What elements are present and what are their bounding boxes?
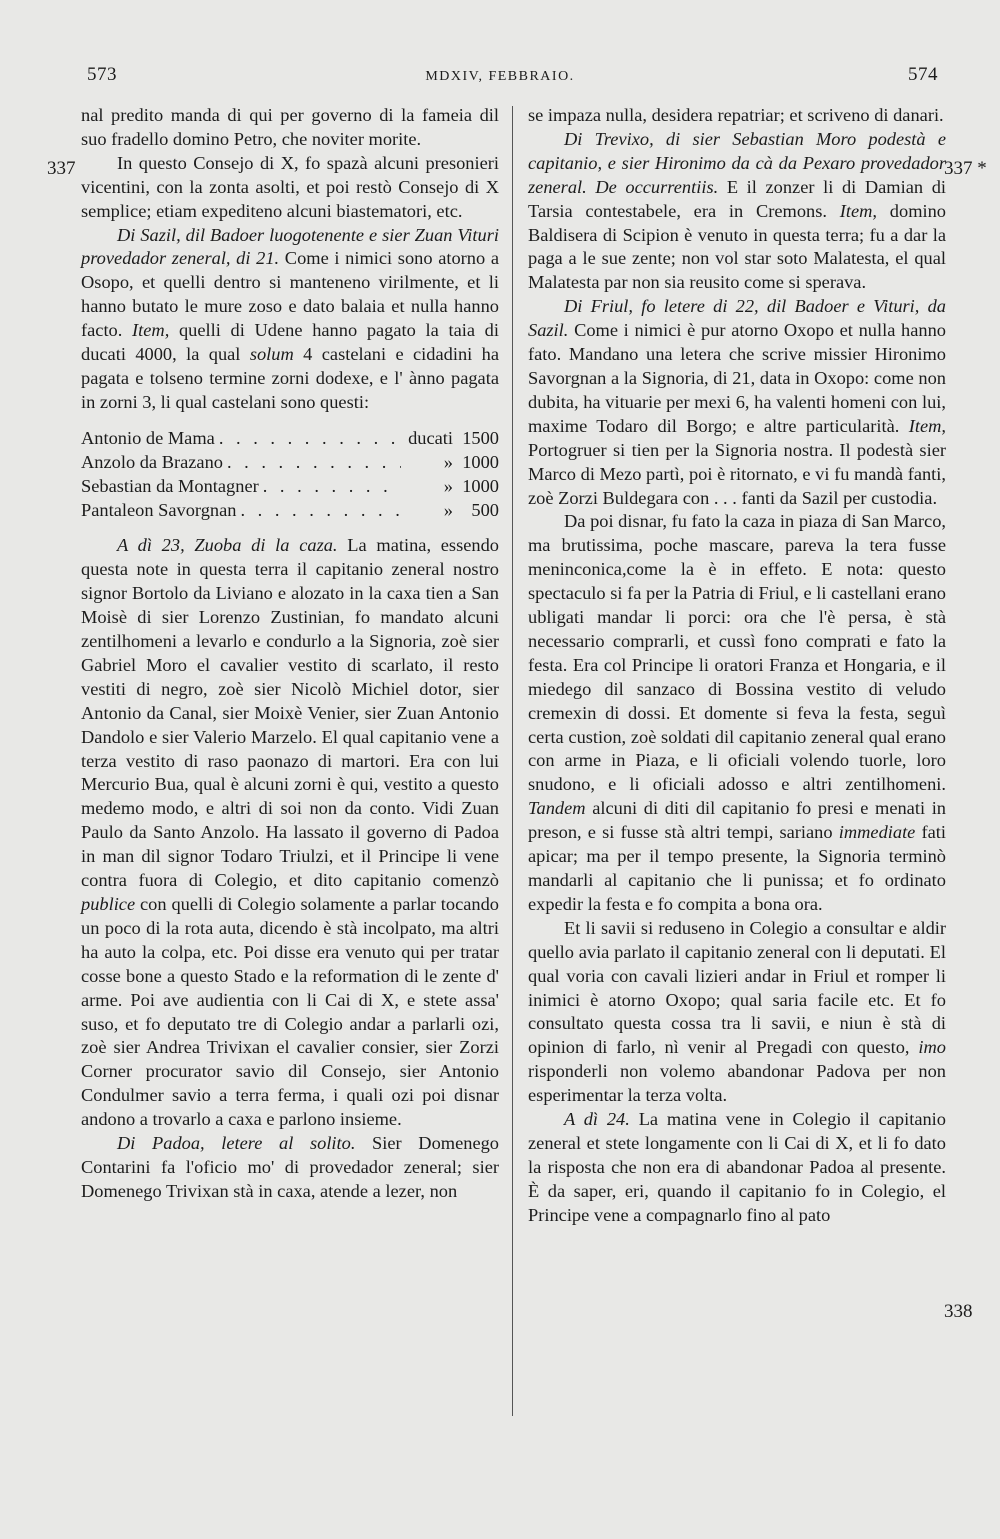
left-paragraph-1: nal predito manda di qui per governo di la fameia dil suo fradello domino Petro, che noviter morite. xyxy=(81,105,499,149)
left-p3-heading: Di Sazil, dil Badoer luogotenente e sier Zuan Vituri provedador zeneral, di 21. xyxy=(81,224,499,269)
left-column xyxy=(81,104,499,1204)
castelani-list xyxy=(81,427,499,523)
list-item: Antonio de Mama . . . ducati 1500 xyxy=(81,427,499,451)
left-p4-heading: A dì 23, Zuoba di la caza. xyxy=(117,535,338,556)
page-number-left: 573 xyxy=(87,64,117,85)
margin-note-338: 338 xyxy=(944,1301,973,1322)
right-paragraph-3: Di Friul, fo letere di 22, dil Badoer e Vituri, da Sazil. Come i nimici è pur atorno Oxopo et nulla hanno fato. Mandano una letera che scrive missier Hironimo Savorgnan a la Signoria, di 21, data in Oxopo: come non dubita, ha vituarie per mexi 6, ha valenti homeni con lui, maxime Todaro dil Borgo; e altre particularità. Item, Portogruer si tien per la Signoria nostra. Il podestà sier Marco di Mezo partì, poi è ritornato, e vi fu mandà fanti, zoè Zorzi Buldegara con . . . fanti da Sazil per custodia. xyxy=(528,296,946,508)
right-p2-heading: Di Trevixo, di sier Sebastian Moro podestà e capitanio, e sier Hironimo da cà da Pexaro provedador zeneral. De occurrentiis. xyxy=(528,128,946,197)
running-title: MDXIV, FEBBRAIO. xyxy=(425,69,575,84)
list-item: Anzolo da Brazano . . . » 1000 xyxy=(81,451,499,475)
list-item: Pantaleon Savorgnan . . . » 500 xyxy=(81,499,499,523)
right-paragraph-1: se impaza nulla, desidera repatriar; et scriveno di danari. xyxy=(528,105,944,125)
left-paragraph-5: Di Padoa, letere al solito. Sier Domenego Contarini fa l'oficio mo' di provedador zeneral; sier Domenego Trivixan stà in caxa, atende a lezer, non xyxy=(81,1133,499,1201)
page-number-right: 574 xyxy=(908,64,938,85)
left-p5-heading: Di Padoa, letere al solito. xyxy=(117,1133,356,1154)
right-paragraph-6: A dì 24. La matina vene in Colegio il capitanio zeneral et stete longamente con li Cai di X, et li fo dato la risposta che non era di abandonar Padoa al presente. È da saper, eri, quando il capitanio fo in Colegio, el Principe vene a compagnarlo fino al pato xyxy=(528,1109,946,1225)
list-item: Sebastian da Montagner . . . » 1000 xyxy=(81,475,499,499)
right-p6-heading: A dì 24. xyxy=(564,1109,630,1130)
right-paragraph-5: Et li savii si reduseno in Colegio a consultar e aldir quello avia parlato il capitanio zeneral con li deputati. El qual voria con cavali lizieri andar in Friul et romper li inimici è atorno Oxopo; qual saria facile etc. Et fo consultato questa cossa tra li savii, e niun è stà di opinion di farlo, nì venir al Pregadi con questo, imo risponderli non volemo abandonar Padova per non esperimentar la terza volta. xyxy=(528,917,946,1106)
left-paragraph-3: Di Sazil, dil Badoer luogotenente e sier Zuan Vituri provedador zeneral, di 21. Come i nimici sono atorno a Osopo, et quelli dentro si manteneno virilmente, et li hanno butato le mure zoso e dato balaia et nulla hanno facto. Item, quelli di Udene hanno pagato la taia di ducati 4000, la qual solum 4 castelani e cidadini ha pagata e tolseno termine zorni dodexe, e l' ànno pagata in zorni 3, li qual castelani sono questi: xyxy=(81,224,499,412)
column-divider xyxy=(512,106,513,1416)
left-paragraph-2: In questo Consejo di X, fo spazà alcuni presonieri vicentini, con la zonta asolti, et poi restò Consejo di X semplice; etiam expediteno alcuni biastematori, etc. xyxy=(81,152,499,221)
left-paragraph-4: A dì 23, Zuoba di la caza. La matina, essendo questa note in questa terra il capitanio zeneral nostro signor Bortolo da Liviano e alozato in la caxa tien a San Moisè di sier Lorenzo Zustinian, fo mandato alcuni zentilhomeni a levarlo e condurlo a la Signoria, zoè sier Gabriel Moro el cavalier vestito di scarlato, il resto vestiti di negro, zoè sier Nicolò Michiel dotor, sier Antonio da Canal, sier Moixè Venier, sier Zuan Antonio Dandolo e sier Valerio Marzelo. El qual capitanio vene a terza vestito di raso paonazo di martori. Era con lui Mercurio Bua, qual è alcuni zorni è qui, vestito a questo medemo modo, e altri di soi non da conto. Vidi Zuan Paulo da Santo Anzolo. Ha lassato il governo di Padoa in man dil signor Todaro Triulzi, et il Principe li vene contra fuora di Colegio, et dito capitanio comenzò publice con quelli di Colegio solamente a parlar tocando un poco di la rota auta, dicendo è stà incolpato, ma altri ha auto la colpa, etc. Poi disse era venuto qui per tratar cosse bone a questo Stado e la reformation di le zente d' arme. Poi ave audientia con li Cai di X, e stete assa' suso, et fo deputato tre di Colegio andar a parlarli ozi, zoè sier Andrea Trivixan el cavalier consier, sier Zorzi Corner procurator savio dil Consejo, sier Antonio Condulmer savio a terra ferma, i quali ozi poi disnar andono a trovarlo a caxa e parlono insieme. xyxy=(81,535,499,1130)
margin-note-337: 337 xyxy=(47,158,76,179)
right-column xyxy=(528,104,946,1228)
right-paragraph-4: Da poi disnar, fu fato la caza in piaza di San Marco, ma brutissima, poche mascare, pareva la tera fusse meninconica,come la è in effeto. E nota: questo spectaculo si fa per la Patria di Friul, e li castellani erano ubligati mandar li porci: ora che l'è persa, è stà necessario comprarli, et cussì fono comprati e fato la festa. Era col Principe li oratori Franza et Hongaria, e il miedego dil sanzaco di Bossina vestito di veludo cremexin di dossi. Et domente si feva la festa, seguì certa custion, zoè soldati dil capitanio zeneral qual erano con arme in Piaza, e li oficiali volendo tuorle, loro snudono, e li oficiali adosso e altri zentilhomeni. Tandem alcuni di diti dil capitanio fo presi e menati in preson, e si fusse stà altri tempi, sariano immediate fati apicar; ma per il tempo presente, la Signoria terminò mandarli al capitanio che li punissa; et fo ordinato expedir la festa e fo compita a bona ora. xyxy=(528,511,947,914)
right-paragraph-2: Di Trevixo, di sier Sebastian Moro podestà e capitanio, e sier Hironimo da cà da Pexaro provedador zeneral. De occurrentiis. E il zonzer li di Damian di Tarsia contestabele, era in Cremons. Item, domino Baldisera di Scipion è venuto in questa terra; fu a dar la paga a le sue zente; non vol star soto Malatesta, el qual Malatesta par non sia reusito come si sperava. xyxy=(528,128,946,293)
right-p3-heading: Di Friul, fo letere di 22, dil Badoer e Vituri, da Sazil. xyxy=(528,296,946,341)
margin-note-337-star: 337 * xyxy=(944,158,987,179)
